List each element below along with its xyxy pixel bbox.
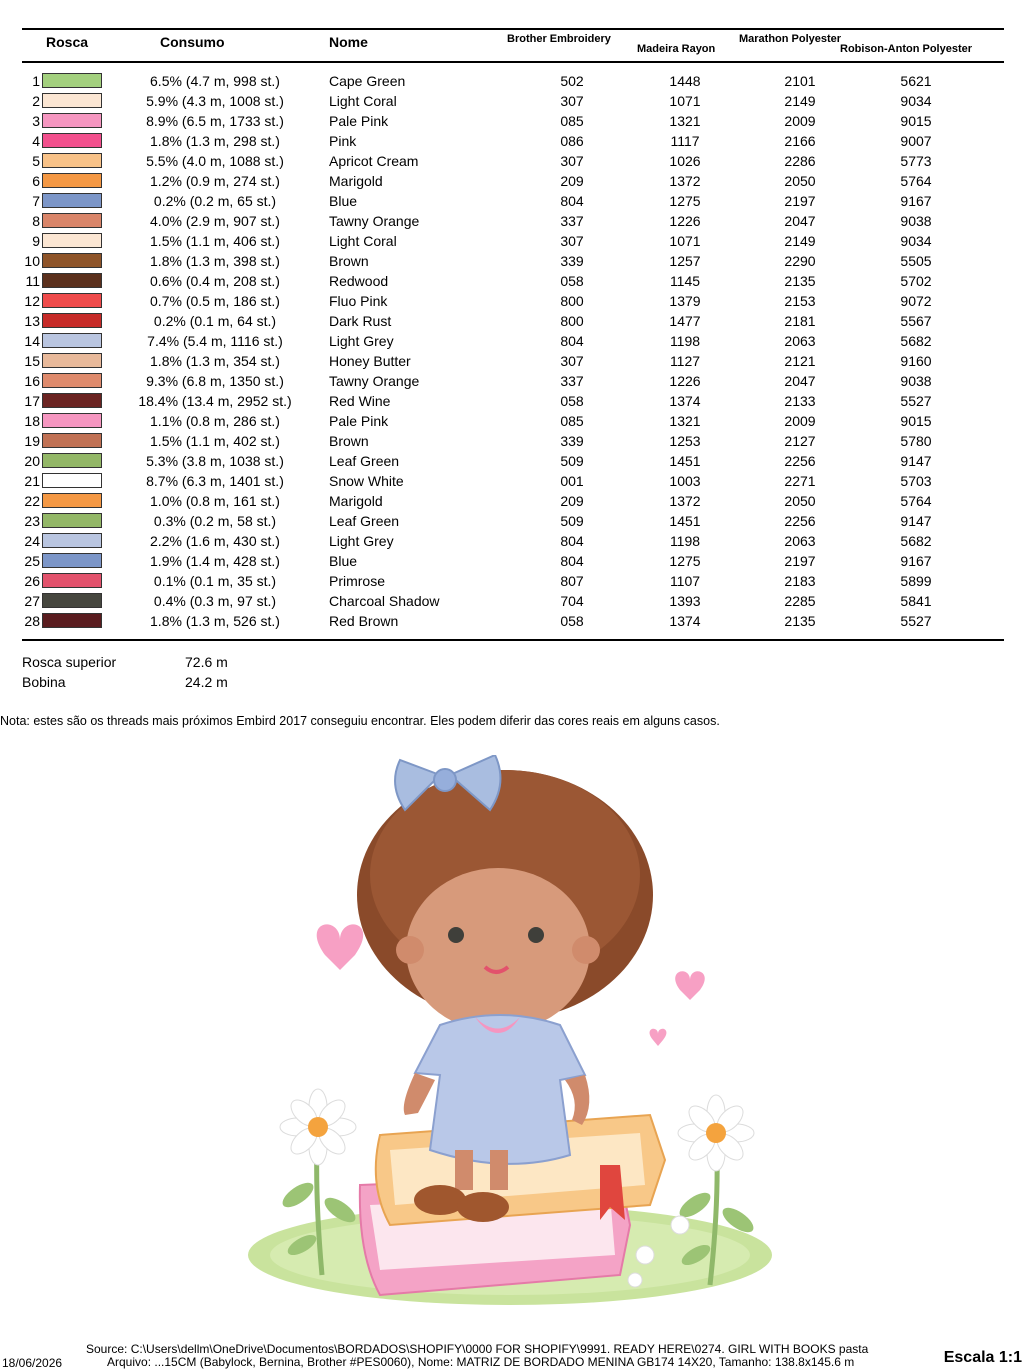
marathon-code: 2197	[784, 193, 816, 209]
thread-row	[0, 431, 1024, 451]
thread-name: Redwood	[329, 273, 389, 289]
madeira-code: 1198	[669, 533, 701, 549]
color-swatch	[42, 433, 102, 448]
marathon-code: 2101	[784, 73, 816, 89]
color-swatch	[42, 173, 102, 188]
thread-row	[0, 351, 1024, 371]
thread-consumption: 1.5% (1.1 m, 402 st.)	[150, 433, 280, 449]
color-swatch	[42, 273, 102, 288]
thread-name: Charcoal Shadow	[329, 593, 440, 609]
thread-index: 23	[24, 513, 40, 529]
marathon-code: 2286	[784, 153, 816, 169]
madeira-code: 1253	[669, 433, 701, 449]
thread-row	[0, 551, 1024, 571]
brother-code: 209	[560, 493, 584, 509]
thread-consumption: 1.8% (1.3 m, 398 st.)	[150, 253, 280, 269]
marathon-code: 2063	[784, 333, 816, 349]
thread-name: Brown	[329, 253, 369, 269]
marathon-code: 2153	[784, 293, 816, 309]
brother-code: 058	[560, 393, 584, 409]
thread-index: 21	[24, 473, 40, 489]
color-swatch	[42, 313, 102, 328]
thread-name: Blue	[329, 553, 358, 569]
marathon-code: 2133	[784, 393, 816, 409]
brother-code: 800	[560, 313, 584, 329]
robison-code: 5567	[900, 313, 932, 329]
color-swatch	[42, 113, 102, 128]
color-swatch	[42, 153, 102, 168]
thread-name: Marigold	[329, 173, 383, 189]
brother-code: 502	[560, 73, 584, 89]
thread-row	[0, 331, 1024, 351]
marathon-code: 2047	[784, 373, 816, 389]
thread-consumption: 1.2% (0.9 m, 274 st.)	[150, 173, 280, 189]
footer-source: Source: C:\Users\dellm\OneDrive\Documentos\BORDADOS\SHOPIFY\0000 FOR SHOPIFY\9991. READY HERE\0274. GIRL WITH BOOKS pasta	[86, 1342, 869, 1356]
robison-code: 9072	[900, 293, 932, 309]
thread-name: Marigold	[329, 493, 383, 509]
thread-consumption: 0.4% (0.3 m, 97 st.)	[153, 593, 277, 609]
header-brother: Brother Embroidery	[507, 33, 611, 45]
color-swatch	[42, 533, 102, 548]
thread-consumption: 8.9% (6.5 m, 1733 st.)	[146, 113, 284, 129]
thread-row	[0, 271, 1024, 291]
thread-name: Light Coral	[329, 93, 397, 109]
robison-code: 9007	[900, 133, 932, 149]
thread-index: 5	[32, 153, 40, 169]
thread-consumption: 8.7% (6.3 m, 1401 st.)	[146, 473, 284, 489]
brother-code: 307	[560, 153, 584, 169]
thread-row	[0, 291, 1024, 311]
brother-code: 307	[560, 353, 584, 369]
brother-code: 209	[560, 173, 584, 189]
color-swatch	[42, 473, 102, 488]
header-marathon: Marathon Polyester	[739, 33, 842, 45]
right-shoe	[457, 1192, 509, 1222]
color-swatch	[42, 393, 102, 408]
marathon-code: 2183	[784, 573, 816, 589]
thread-consumption: 1.8% (1.3 m, 354 st.)	[150, 353, 280, 369]
thread-consumption: 0.7% (0.5 m, 186 st.)	[150, 293, 280, 309]
thread-row	[0, 591, 1024, 611]
dress	[415, 1015, 585, 1164]
thread-index: 19	[24, 433, 40, 449]
color-swatch	[42, 293, 102, 308]
thread-row	[0, 311, 1024, 331]
robison-code: 5527	[900, 613, 932, 629]
thread-consumption: 1.1% (0.8 m, 286 st.)	[150, 413, 280, 429]
marathon-code: 2290	[784, 253, 816, 269]
thread-row	[0, 471, 1024, 491]
thread-table	[0, 71, 1024, 631]
brother-code: 704	[560, 593, 584, 609]
thread-consumption: 0.6% (0.4 m, 208 st.)	[150, 273, 280, 289]
marathon-code: 2271	[784, 473, 816, 489]
madeira-code: 1448	[669, 73, 701, 89]
madeira-code: 1477	[669, 313, 701, 329]
madeira-code: 1321	[669, 113, 701, 129]
rosca-superior-value: 72.6 m	[185, 654, 228, 670]
color-swatch	[42, 573, 102, 588]
thread-index: 24	[24, 533, 40, 549]
madeira-code: 1321	[669, 413, 701, 429]
marathon-code: 2121	[784, 353, 816, 369]
thread-note: Nota: estes são os threads mais próximos Embird 2017 conseguiu encontrar. Eles podem diferir das cores reais em alguns casos.	[0, 714, 720, 728]
thread-consumption: 6.5% (4.7 m, 998 st.)	[150, 73, 280, 89]
thread-name: Leaf Green	[329, 513, 400, 529]
robison-code: 5899	[900, 573, 932, 589]
thread-name: Primrose	[329, 573, 386, 589]
thread-row	[0, 231, 1024, 251]
madeira-code: 1117	[670, 133, 700, 149]
top-rule	[22, 28, 1004, 30]
brother-code: 509	[560, 513, 584, 529]
thread-index: 20	[24, 453, 40, 469]
madeira-code: 1003	[669, 473, 701, 489]
thread-row	[0, 371, 1024, 391]
madeira-code: 1275	[669, 193, 701, 209]
madeira-code: 1393	[669, 593, 701, 609]
thread-index: 22	[24, 493, 40, 509]
header-nome: Nome	[329, 34, 368, 50]
header-robison: Robison-Anton Polyester	[840, 43, 973, 55]
bottom-rule	[22, 639, 1004, 641]
thread-name: Tawny Orange	[329, 373, 420, 389]
robison-code: 5703	[900, 473, 932, 489]
color-swatch	[42, 93, 102, 108]
color-swatch	[42, 373, 102, 388]
thread-index: 7	[32, 193, 40, 209]
color-swatch	[42, 253, 102, 268]
thread-row	[0, 211, 1024, 231]
brother-code: 001	[560, 473, 584, 489]
madeira-code: 1127	[669, 353, 701, 369]
brother-code: 800	[560, 293, 584, 309]
madeira-code: 1275	[669, 553, 701, 569]
header-rule	[22, 61, 1004, 63]
robison-code: 5773	[900, 153, 932, 169]
thread-name: Pale Pink	[329, 113, 389, 129]
madeira-code: 1374	[669, 613, 701, 629]
brother-code: 804	[560, 533, 584, 549]
thread-row	[0, 71, 1024, 91]
marathon-code: 2047	[784, 213, 816, 229]
color-swatch	[42, 333, 102, 348]
face	[406, 868, 590, 1032]
thread-consumption: 1.0% (0.8 m, 161 st.)	[150, 493, 280, 509]
thread-consumption: 5.5% (4.0 m, 1088 st.)	[146, 153, 284, 169]
thread-name: Fluo Pink	[329, 293, 388, 309]
brother-code: 804	[560, 193, 584, 209]
thread-consumption: 9.3% (6.8 m, 1350 st.)	[146, 373, 284, 389]
thread-consumption: 0.1% (0.1 m, 35 st.)	[153, 573, 277, 589]
thread-row	[0, 391, 1024, 411]
header-rosca: Rosca	[46, 34, 89, 50]
color-swatch	[42, 353, 102, 368]
thread-row	[0, 511, 1024, 531]
marathon-code: 2166	[784, 133, 816, 149]
marathon-code: 2256	[784, 453, 816, 469]
color-swatch	[42, 613, 102, 628]
thread-row	[0, 151, 1024, 171]
thread-name: Apricot Cream	[329, 153, 419, 169]
thread-consumption: 5.3% (3.8 m, 1038 st.)	[146, 453, 284, 469]
thread-index: 26	[24, 573, 40, 589]
footer-arquivo: Arquivo: ...15CM (Babylock, Bernina, Brother #PES0060), Nome: MATRIZ DE BORDADO MENINA GB174 14X20, Tamanho: 138.8x145.6 m	[107, 1355, 855, 1369]
brother-code: 339	[560, 253, 584, 269]
robison-code: 5764	[900, 493, 932, 509]
rosca-superior-label: Rosca superior	[22, 654, 117, 670]
robison-code: 5527	[900, 393, 932, 409]
embroidery-preview	[240, 755, 780, 1315]
madeira-code: 1026	[669, 153, 701, 169]
color-swatch	[42, 453, 102, 468]
thread-index: 13	[24, 313, 40, 329]
thread-index: 2	[32, 93, 40, 109]
thread-index: 18	[24, 413, 40, 429]
thread-name: Blue	[329, 193, 358, 209]
madeira-code: 1372	[669, 173, 701, 189]
thread-index: 9	[32, 233, 40, 249]
thread-index: 1	[32, 73, 40, 89]
thread-consumption: 2.2% (1.6 m, 430 st.)	[150, 533, 280, 549]
thread-consumption: 18.4% (13.4 m, 2952 st.)	[138, 393, 292, 409]
brother-code: 058	[560, 273, 584, 289]
robison-code: 9160	[900, 353, 932, 369]
madeira-code: 1451	[669, 453, 701, 469]
thread-index: 8	[32, 213, 40, 229]
thread-consumption: 1.5% (1.1 m, 406 st.)	[150, 233, 280, 249]
marathon-code: 2285	[784, 593, 816, 609]
thread-row	[0, 111, 1024, 131]
color-swatch	[42, 493, 102, 508]
marathon-code: 2127	[784, 433, 816, 449]
thread-row	[0, 251, 1024, 271]
thread-index: 25	[24, 553, 40, 569]
marathon-code: 2135	[784, 273, 816, 289]
madeira-code: 1198	[669, 333, 701, 349]
brother-code: 085	[560, 413, 584, 429]
thread-name: Brown	[329, 433, 369, 449]
thread-name: Snow White	[329, 473, 404, 489]
thread-index: 10	[24, 253, 40, 269]
marathon-code: 2256	[784, 513, 816, 529]
thread-name: Pink	[329, 133, 357, 149]
thread-row	[0, 451, 1024, 471]
robison-code: 5621	[900, 73, 932, 89]
thread-index: 12	[24, 293, 40, 309]
madeira-code: 1107	[669, 573, 701, 589]
robison-code: 9147	[900, 513, 932, 529]
robison-code: 9015	[900, 413, 932, 429]
thread-name: Pale Pink	[329, 413, 389, 429]
madeira-code: 1451	[669, 513, 701, 529]
robison-code: 5682	[900, 333, 932, 349]
thread-index: 17	[24, 393, 40, 409]
thread-name: Light Grey	[329, 533, 394, 549]
thread-name: Honey Butter	[329, 353, 411, 369]
marathon-code: 2135	[784, 613, 816, 629]
thread-row	[0, 491, 1024, 511]
madeira-code: 1379	[669, 293, 701, 309]
thread-consumption: 0.3% (0.2 m, 58 st.)	[153, 513, 277, 529]
marathon-code: 2009	[784, 413, 816, 429]
marathon-code: 2063	[784, 533, 816, 549]
thread-name: Red Brown	[329, 613, 399, 629]
color-swatch	[42, 553, 102, 568]
thread-name: Leaf Green	[329, 453, 400, 469]
thread-index: 28	[24, 613, 40, 629]
thread-index: 16	[24, 373, 40, 389]
marathon-code: 2181	[784, 313, 816, 329]
brother-code: 307	[560, 93, 584, 109]
robison-code: 5764	[900, 173, 932, 189]
robison-code: 9038	[900, 373, 932, 389]
brother-code: 509	[560, 453, 584, 469]
robison-code: 5682	[900, 533, 932, 549]
robison-code: 9034	[900, 233, 932, 249]
robison-code: 5505	[900, 253, 932, 269]
thread-consumption: 1.9% (1.4 m, 428 st.)	[150, 553, 280, 569]
robison-code: 9034	[900, 93, 932, 109]
brother-code: 337	[560, 373, 584, 389]
thread-consumption: 5.9% (4.3 m, 1008 st.)	[146, 93, 284, 109]
thread-consumption: 0.2% (0.1 m, 64 st.)	[153, 313, 277, 329]
thread-name: Red Wine	[329, 393, 391, 409]
footer-date: 18/06/2026	[2, 1356, 63, 1370]
thread-index: 27	[24, 593, 40, 609]
robison-code: 9015	[900, 113, 932, 129]
robison-code: 9167	[900, 193, 932, 209]
thread-consumption: 1.8% (1.3 m, 298 st.)	[150, 133, 280, 149]
right-eye	[528, 927, 544, 943]
header-consumo: Consumo	[160, 34, 225, 50]
marathon-code: 2149	[784, 233, 816, 249]
robison-code: 5841	[900, 593, 932, 609]
thread-row	[0, 191, 1024, 211]
thread-name: Light Coral	[329, 233, 397, 249]
robison-code: 5780	[900, 433, 932, 449]
thread-name: Dark Rust	[329, 313, 392, 329]
thread-row	[0, 411, 1024, 431]
color-swatch	[42, 213, 102, 228]
marathon-code: 2050	[784, 493, 816, 509]
brother-code: 307	[560, 233, 584, 249]
brother-code: 085	[560, 113, 584, 129]
marathon-code: 2149	[784, 93, 816, 109]
robison-code: 5702	[900, 273, 932, 289]
thread-name: Cape Green	[329, 73, 406, 89]
thread-row	[0, 531, 1024, 551]
left-eye	[448, 927, 464, 943]
bobina-label: Bobina	[22, 674, 66, 690]
color-swatch	[42, 233, 102, 248]
madeira-code: 1071	[669, 93, 701, 109]
thread-row	[0, 91, 1024, 111]
color-swatch	[42, 413, 102, 428]
thread-name: Tawny Orange	[329, 213, 420, 229]
brother-code: 337	[560, 213, 584, 229]
marathon-code: 2197	[784, 553, 816, 569]
brother-code: 807	[560, 573, 584, 589]
thread-name: Light Grey	[329, 333, 394, 349]
thread-consumption: 7.4% (5.4 m, 1116 st.)	[147, 333, 283, 349]
thread-consumption: 1.8% (1.3 m, 526 st.)	[150, 613, 280, 629]
robison-code: 9147	[900, 453, 932, 469]
color-swatch	[42, 593, 102, 608]
thread-row	[0, 571, 1024, 591]
thread-index: 15	[24, 353, 40, 369]
color-swatch	[42, 513, 102, 528]
marathon-code: 2050	[784, 173, 816, 189]
brother-code: 804	[560, 333, 584, 349]
color-swatch	[42, 193, 102, 208]
thread-index: 14	[24, 333, 40, 349]
madeira-code: 1374	[669, 393, 701, 409]
madeira-code: 1145	[669, 273, 701, 289]
header-madeira: Madeira Rayon	[637, 43, 716, 55]
thread-index: 3	[32, 113, 40, 129]
brother-code: 804	[560, 553, 584, 569]
robison-code: 9038	[900, 213, 932, 229]
madeira-code: 1372	[669, 493, 701, 509]
marathon-code: 2009	[784, 113, 816, 129]
thread-consumption: 0.2% (0.2 m, 65 st.)	[153, 193, 277, 209]
bobina-value: 24.2 m	[185, 674, 228, 690]
madeira-code: 1226	[669, 373, 701, 389]
madeira-code: 1071	[669, 233, 701, 249]
scale-label: Escala 1:1	[943, 1349, 1022, 1366]
brother-code: 339	[560, 433, 584, 449]
thread-consumption: 4.0% (2.9 m, 907 st.)	[150, 213, 280, 229]
thread-row	[0, 131, 1024, 151]
madeira-code: 1257	[669, 253, 701, 269]
thread-index: 11	[25, 273, 40, 289]
color-swatch	[42, 73, 102, 88]
thread-row	[0, 171, 1024, 191]
color-swatch	[42, 133, 102, 148]
madeira-code: 1226	[669, 213, 701, 229]
robison-code: 9167	[900, 553, 932, 569]
thread-row	[0, 611, 1024, 631]
thread-index: 6	[32, 173, 40, 189]
thread-index: 4	[32, 133, 40, 149]
brother-code: 086	[560, 133, 584, 149]
brother-code: 058	[560, 613, 584, 629]
